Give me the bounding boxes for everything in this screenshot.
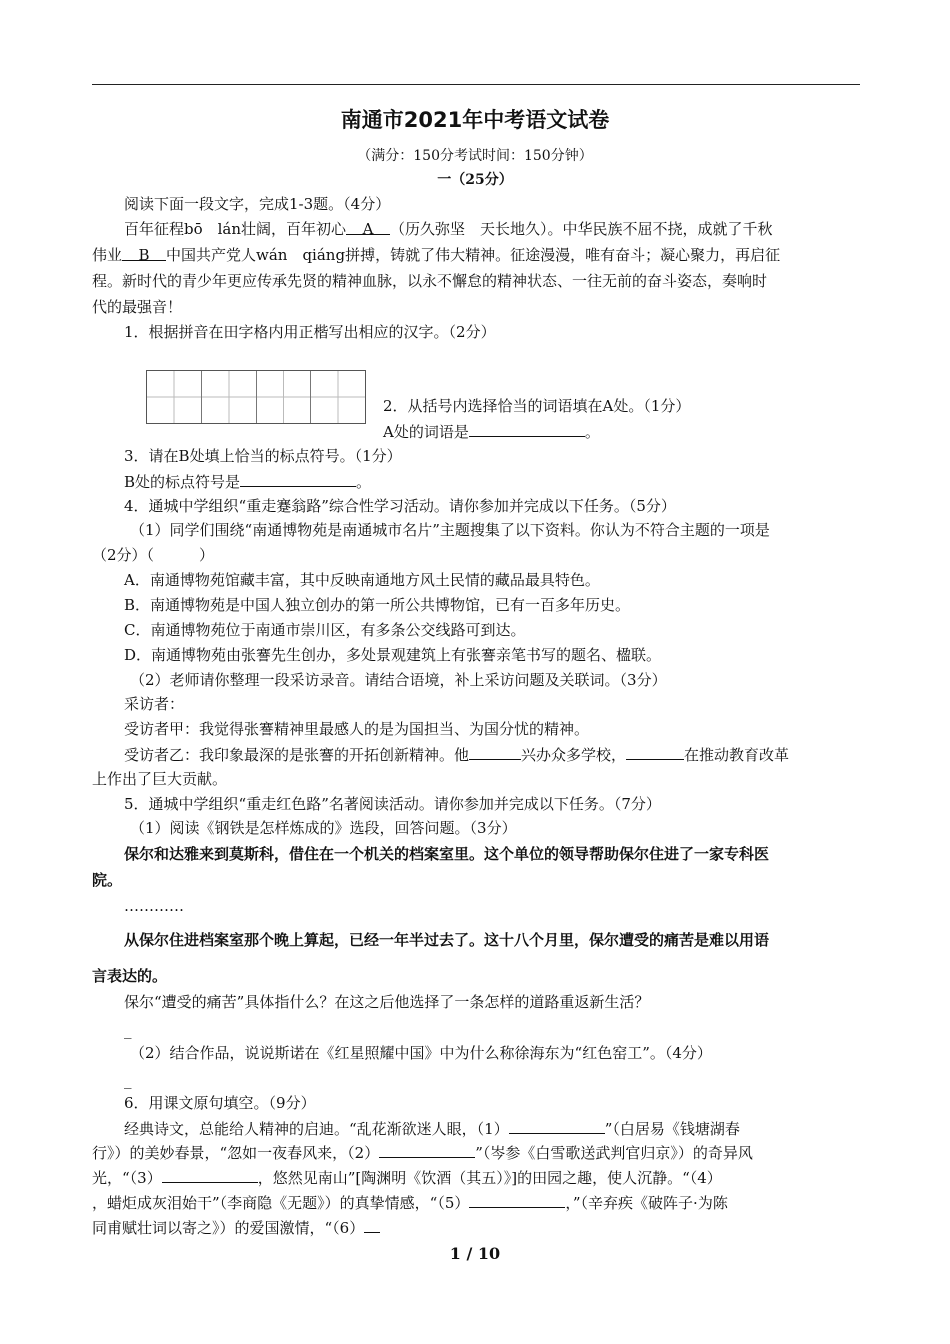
page-number: 1 / 10 — [449, 1244, 501, 1263]
q6-text: ，”（辛弃疾《破阵子·为陈 — [565, 1194, 728, 1212]
q5-part1: （1）阅读《钢铁是怎样炼成的》选段，回答问题。（3分） — [130, 819, 517, 837]
passage-line: 程。新时代的青少年更应传承先贤的精神血脉，以永不懈怠的精神状态、一往无前的奋斗姿态，奏响时 — [92, 272, 768, 290]
excerpt-line: 言表达的。 — [92, 967, 168, 985]
passage-text: 中国共产党人wán qiáng拼搏，铸就了伟大精神。征途漫漫，唯有奋斗；凝心聚力，再启征 — [166, 246, 781, 264]
blank-A[interactable] — [346, 219, 390, 238]
q6-text: ”（岑参《白雪歌送武判官归京》）的奇异风 — [475, 1144, 753, 1162]
fill-blank-6[interactable] — [364, 1217, 380, 1233]
blank-B[interactable] — [122, 245, 166, 264]
current-page: 1 — [449, 1244, 461, 1263]
answer-blank[interactable] — [240, 471, 356, 487]
q4-part2: （2）老师请你整理一段采访录音。请结合语境，补上采访问题及关联词。（3分） — [130, 671, 667, 689]
fill-blank-3[interactable] — [162, 1167, 258, 1183]
excerpt-line: 从保尔住进档案室那个晚上算起，已经一年半过去了。这十八个月里，保尔遭受的痛苦是难以用语 — [124, 931, 770, 949]
q6-text: 同甫赋壮词以寄之》）的爱国激情，“（6） — [92, 1219, 365, 1237]
q4-part1-score: （2分）（ ） — [92, 546, 215, 564]
answer-line[interactable]: _ — [124, 1021, 132, 1039]
section-heading: 一（25分） — [437, 172, 513, 188]
answer-label: B处的标点符号是 — [124, 473, 241, 491]
answer-blank[interactable] — [469, 421, 585, 437]
question-4: 4．通城中学组织“重走蹇翁路”综合性学习活动。请你参加并完成以下任务。（5分） — [124, 497, 676, 515]
grid-cell[interactable] — [147, 371, 202, 423]
grid-cell[interactable] — [311, 371, 365, 423]
mark-B: B — [138, 246, 150, 264]
passage-line — [124, 219, 773, 239]
total-pages: 10 — [477, 1244, 501, 1263]
interview-text: 兴办众多学校， — [521, 746, 627, 764]
exam-subtitle: （满分：150分考试时间：150分钟） — [357, 148, 593, 164]
q6-text: 行》）的美妙春景，“忽如一夜春风来，（2） — [92, 1144, 380, 1162]
option-c[interactable]: C．南通博物苑位于南通市崇川区，有多条公交线路可到达。 — [124, 621, 526, 639]
period: 。 — [356, 473, 372, 491]
question-1: 1．根据拼音在田字格内用正楷写出相应的汉字。（2分） — [124, 323, 496, 341]
fill-blank-5[interactable] — [469, 1192, 565, 1208]
answer-label: A处的词语是 — [383, 423, 469, 441]
interviewee-b — [124, 744, 789, 765]
question-2: 2．从括号内选择恰当的词语填在A处。（1分） — [383, 397, 691, 415]
question-5: 5．通城中学组织“重走红色路”名著阅读活动。请你参加并完成以下任务。（7分） — [124, 795, 661, 813]
conjunction-blank-1[interactable] — [469, 744, 521, 760]
passage-text: 百年征程bō lán壮阔，百年初心 — [124, 220, 347, 238]
interviewee-a: 受访者甲：我觉得张謇精神里最感人的是为国担当、为国分忧的精神。 — [124, 720, 590, 738]
passage-line — [92, 245, 780, 265]
option-b[interactable]: B．南通博物苑是中国人独立创办的第一所公共博物馆，已有一百多年历史。 — [124, 596, 631, 614]
tianzige-grid[interactable] — [146, 370, 366, 424]
q6-text: ”（白居易《钱塘湖春 — [604, 1120, 740, 1138]
question-3: 3．请在B处填上恰当的标点符号。（1分） — [124, 447, 402, 465]
conjunction-blank-2[interactable] — [626, 744, 684, 760]
excerpt-ellipsis: ………… — [124, 897, 184, 915]
fill-blank-1[interactable] — [509, 1118, 605, 1134]
passage-text: （历久弥坚 天长地久）。中华民族不屈不挠，成就了千秋 — [390, 220, 773, 238]
question-2-answer — [383, 421, 600, 442]
interviewer: 采访者： — [124, 695, 185, 713]
page-title: 南通市2021年中考语文试卷 — [340, 108, 610, 132]
grid-cell[interactable] — [257, 371, 312, 423]
passage-line: 代的最强音！ — [92, 298, 183, 316]
q6-text: ，蜡炬成灰泪始干”（李商隐《无题》）的真挚情感，“（5） — [92, 1194, 470, 1212]
grid-cell[interactable] — [202, 371, 257, 423]
question-3-answer — [124, 471, 371, 492]
q5-question: 保尔“遭受的痛苦”具体指什么？在这之后他选择了一条怎样的道路重返新生活？ — [124, 993, 650, 1011]
mark-A: A — [362, 220, 374, 238]
interview-text: 在推动教育改革 — [684, 746, 790, 764]
passage-intro: 阅读下面一段文字，完成1-3题。（4分） — [124, 195, 391, 213]
excerpt-line: 保尔和达雅来到莫斯科，借住在一个机关的档案室里。这个单位的领导帮助保尔住进了一家专科医 — [124, 845, 770, 863]
q6-line — [124, 1118, 740, 1139]
question-6: 6．用课文原句填空。（9分） — [124, 1094, 316, 1112]
q6-text: 经典诗文，总能给人精神的启迪。“乱花渐欲迷人眼，（1） — [124, 1120, 509, 1138]
interviewee-b-cont: 上作出了巨大贡献。 — [92, 770, 228, 788]
answer-line[interactable]: _ — [124, 1071, 132, 1089]
q6-line — [92, 1192, 728, 1213]
q6-line — [92, 1217, 380, 1238]
excerpt-line: 院。 — [92, 871, 123, 889]
q6-line — [92, 1167, 722, 1188]
interview-text: 受访者乙：我印象最深的是张謇的开拓创新精神。他 — [124, 746, 470, 764]
q6-text: ，悠然见南山”[陶渊明《饮酒（其五）》]的田园之趣，使人沉静。“（4） — [257, 1169, 722, 1187]
option-a[interactable]: A．南通博物苑馆藏丰富，其中反映南通地方风土民情的藏品最具特色。 — [124, 571, 600, 589]
fill-blank-2[interactable] — [379, 1142, 475, 1158]
q6-text: 光，“（3） — [92, 1169, 162, 1187]
q4-part1: （1）同学们围绕“南通博物苑是南通城市名片”主题搜集了以下资料。你认为不符合主题的一项是 — [130, 521, 770, 539]
top-rule — [92, 84, 860, 85]
period: 。 — [584, 423, 600, 441]
passage-text: 伟业 — [92, 246, 123, 264]
q5-part2: （2）结合作品，说说斯诺在《红星照耀中国》中为什么称徐海东为“红色窑工”。（4分） — [130, 1044, 712, 1062]
option-d[interactable]: D．南通博物苑由张謇先生创办，多处景观建筑上有张謇亲笔书写的题名、楹联。 — [124, 646, 662, 664]
q6-line — [92, 1142, 753, 1163]
